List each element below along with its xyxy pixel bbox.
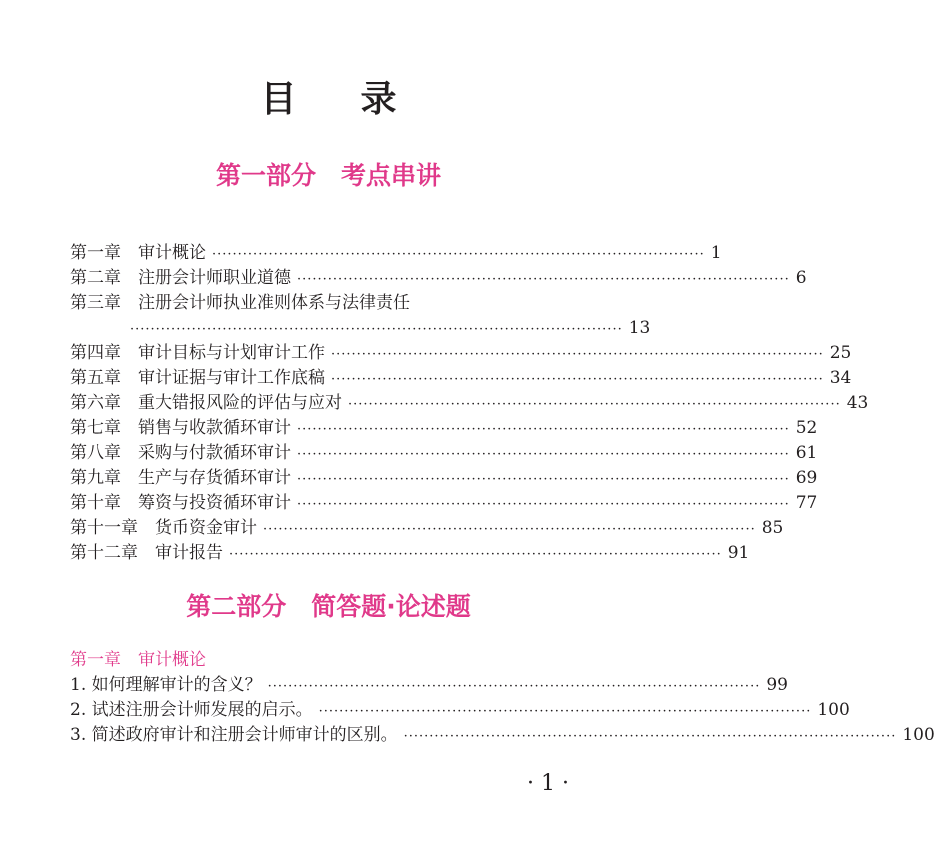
toc-entry-label: 第二章 注册会计师职业道德 — [70, 268, 291, 288]
toc-entry[interactable] — [70, 698, 850, 723]
toc-entry[interactable] — [70, 291, 585, 316]
toc-entry-label: 第七章 销售与收款循环审计 — [70, 418, 291, 438]
part2-chapter-heading[interactable]: 第一章 审计概论 — [70, 650, 206, 670]
toc-entry-label: 1. 如何理解审计的含义？ — [70, 675, 262, 695]
toc-entry[interactable] — [70, 723, 935, 748]
toc-entry[interactable] — [70, 516, 784, 541]
dot-leader: ································································································ — [130, 322, 623, 337]
toc-entry-label: 3. 简述政府审计和注册会计师审计的区别。 — [70, 725, 398, 745]
toc-entry[interactable] — [70, 491, 818, 516]
toc-entry-page: 100 — [817, 700, 850, 720]
toc-entry-page: 13 — [628, 318, 651, 338]
dot-leader: ································································································ — [403, 729, 897, 744]
dot-leader: ································································································ — [297, 472, 790, 487]
toc-entry[interactable] — [70, 241, 722, 266]
toc-entry-page: 1 — [710, 243, 722, 263]
toc-entry-label: 第三章 注册会计师执业准则体系与法律责任 — [70, 293, 410, 313]
dot-leader: ································································································ — [229, 547, 722, 562]
toc-entry-continuation[interactable] — [70, 316, 651, 341]
toc-entry-label: 第六章 重大错报风险的评估与应对 — [70, 393, 342, 413]
toc-entry[interactable] — [70, 391, 869, 416]
toc-entry[interactable] — [70, 416, 818, 441]
toc-entry[interactable] — [70, 366, 852, 391]
toc-entry-label: 第四章 审计目标与计划审计工作 — [70, 343, 325, 363]
dot-leader: ································································································ — [318, 704, 812, 719]
part2-toc — [70, 648, 935, 748]
toc-entry-page: 77 — [795, 493, 818, 513]
toc-entry-page: 43 — [846, 393, 869, 413]
toc-entry-label: 2. 试述注册会计师发展的启示。 — [70, 700, 313, 720]
toc-entry[interactable] — [70, 541, 750, 566]
dot-leader: ································································································ — [297, 447, 790, 462]
toc-entry[interactable] — [70, 441, 818, 466]
toc-entry-page: 6 — [795, 268, 807, 288]
dot-leader: ································································································ — [297, 422, 790, 437]
toc-entry-page: 52 — [795, 418, 818, 438]
toc-entry-page: 99 — [766, 675, 788, 695]
part1-toc — [70, 241, 869, 566]
dot-leader: ································································································ — [267, 679, 761, 694]
dot-leader: ································································································ — [212, 247, 705, 262]
toc-entry-label: 第十章 筹资与投资循环审计 — [70, 493, 291, 513]
toc-entry-label: 第八章 采购与付款循环审计 — [70, 443, 291, 463]
toc-entry-page: 91 — [727, 543, 750, 563]
toc-title: 目录 — [260, 79, 461, 120]
part1-heading: 第一部分 考点串讲 — [215, 161, 441, 190]
page-number: · 1 · — [527, 771, 569, 796]
toc-entry[interactable] — [70, 266, 807, 291]
dot-leader: ································································································ — [297, 497, 790, 512]
toc-entry-page: 85 — [761, 518, 784, 538]
dot-leader: ································································································ — [331, 372, 824, 387]
toc-entry-page: 25 — [829, 343, 852, 363]
toc-entry-label: 第五章 审计证据与审计工作底稿 — [70, 368, 325, 388]
dot-leader: ································································································ — [348, 397, 841, 412]
toc-entry[interactable] — [70, 341, 852, 366]
toc-entry[interactable] — [70, 673, 788, 698]
toc-entry-label: 第十二章 审计报告 — [70, 543, 223, 563]
toc-entry-page: 34 — [829, 368, 852, 388]
dot-leader: ································································································ — [297, 272, 790, 287]
part2-heading: 第二部分 简答题·论述题 — [186, 592, 471, 621]
toc-entry-label: 第一章 审计概论 — [70, 243, 206, 263]
toc-entry-label: 第十一章 货币资金审计 — [70, 518, 257, 538]
toc-entry-page: 69 — [795, 468, 818, 488]
dot-leader: ································································································ — [331, 347, 824, 362]
toc-entry-label: 第九章 生产与存货循环审计 — [70, 468, 291, 488]
dot-leader: ································································································ — [263, 522, 756, 537]
toc-entry-page: 61 — [795, 443, 818, 463]
toc-entry-page: 100 — [902, 725, 935, 745]
toc-entry[interactable] — [70, 466, 818, 491]
